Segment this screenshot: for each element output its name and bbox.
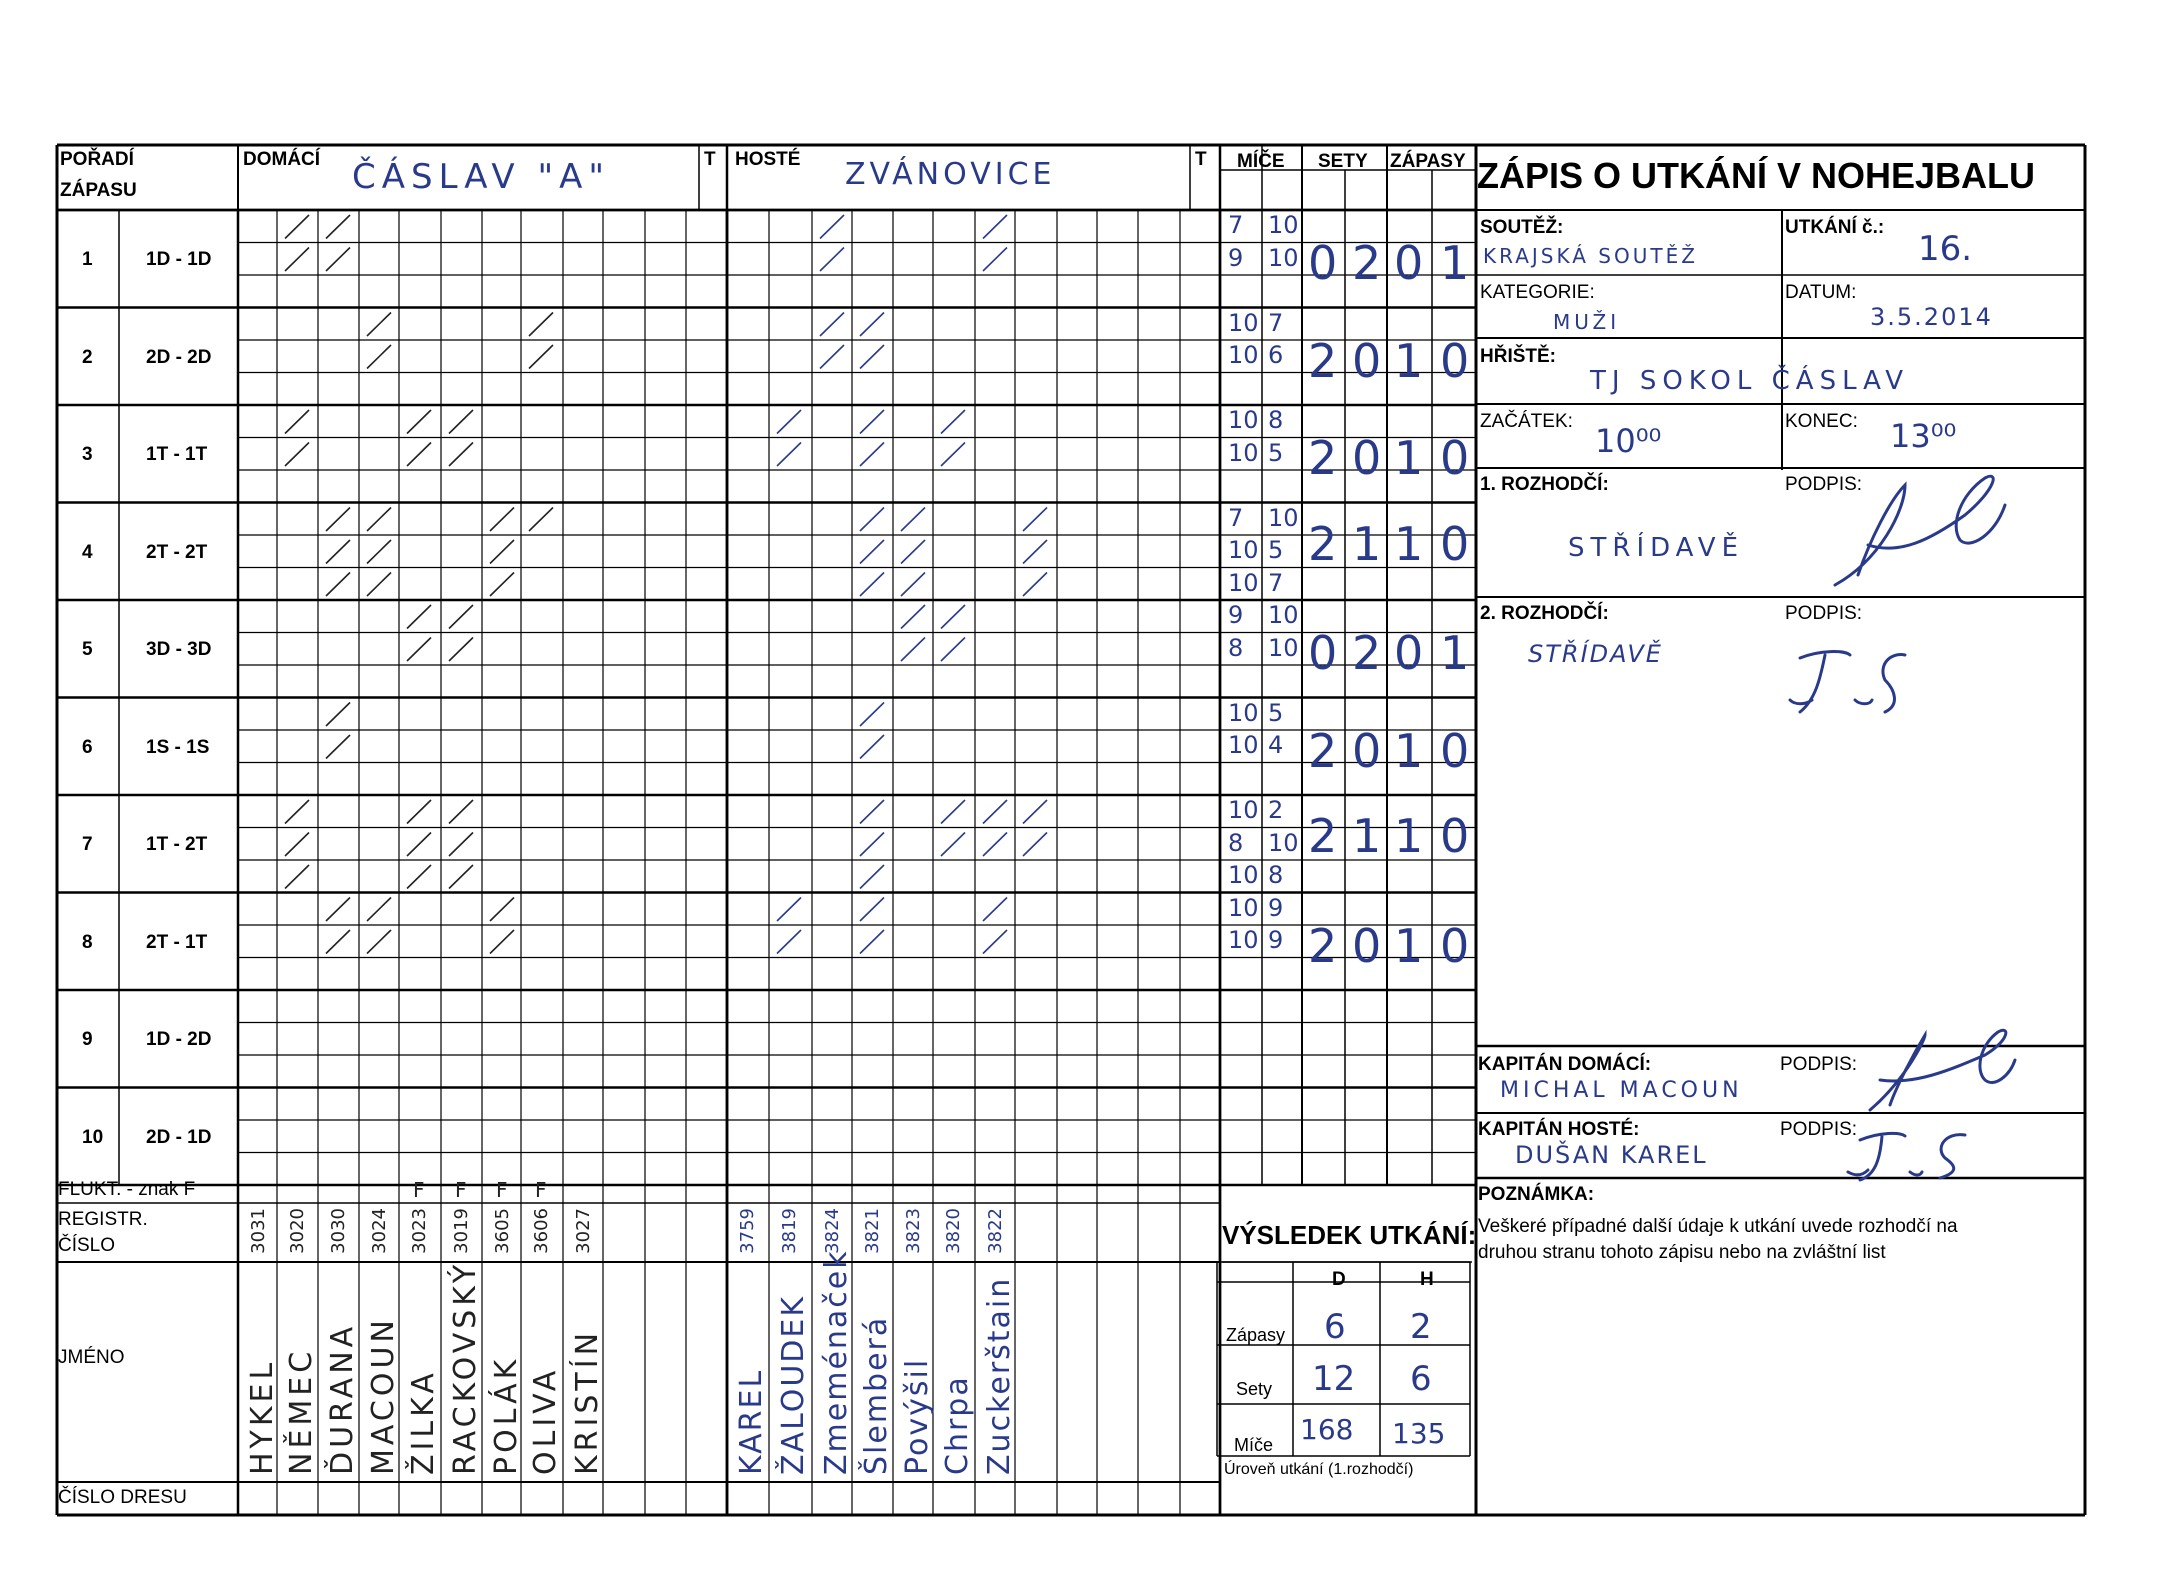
datum-value: 3.5.2014 (1870, 303, 1993, 331)
home-reg-number: 3031 (248, 1208, 269, 1254)
podpis1-label: PODPIS: (1785, 474, 1863, 495)
soutez-value: KRAJSKÁ SOUTĚŽ (1483, 244, 1698, 268)
matches-home: 1 (1394, 723, 1424, 778)
balls-home: 7 (1228, 503, 1244, 532)
sets-home: 2 (1308, 516, 1338, 571)
sets-home: 0 (1308, 626, 1338, 680)
uroven-label: Úroveň utkání (1.rozhodčí) (1224, 1461, 1414, 1478)
poznamka-text-2: druhou stranu tohoto zápisu nebo na zvláštní list (1478, 1242, 1886, 1263)
home-player-name: ŽILKA (406, 1369, 441, 1475)
matches-away: 1 (1440, 626, 1470, 680)
balls-home: 10 (1228, 568, 1259, 597)
sety-row-label: Sety (1236, 1379, 1273, 1399)
home-player-name: NĚMEC (284, 1347, 319, 1475)
home-player-name: MACOUN (366, 1316, 401, 1475)
match-number: 4 (82, 541, 93, 563)
poznamka-label: POZNÁMKA: (1478, 1184, 1595, 1205)
match-number: 7 (82, 834, 93, 855)
zapasy-label: ZÁPASY (1390, 151, 1466, 172)
balls-away: 4 (1268, 731, 1284, 759)
signature-captain-home (1870, 1030, 2015, 1110)
flukt-label: FLUKT. - znak F (58, 1179, 196, 1200)
result-d-header: D (1332, 1269, 1346, 1290)
sets-home: 2 (1308, 918, 1338, 973)
balls-home: 10 (1228, 926, 1259, 954)
home-player-name: RACKOVSKÝ (448, 1260, 483, 1475)
matches-home: 0 (1394, 236, 1424, 290)
rozhodci1-value: STŘÍDAVĚ (1568, 533, 1745, 563)
sets-away: 2 (1352, 236, 1382, 290)
balls-away: 10 (1268, 243, 1299, 272)
away-team-name: ZVÁNOVICE (845, 157, 1056, 192)
away-player-name: KAREL (734, 1368, 769, 1475)
match-number: 6 (82, 736, 93, 758)
balls-home: 8 (1228, 828, 1244, 857)
matches-away: 0 (1440, 723, 1470, 778)
balls-home: 9 (1228, 601, 1244, 629)
home-reg-number: 3019 (451, 1208, 472, 1254)
datum-label: DATUM: (1785, 282, 1857, 303)
home-player-name: KRISTÍN (570, 1328, 605, 1475)
balls-home: 10 (1228, 341, 1259, 369)
matches-home: 1 (1394, 333, 1424, 388)
utkani-value: 16. (1918, 229, 1973, 269)
rozhodci2-value: STŘÍDAVĚ (1528, 640, 1663, 668)
home-reg-number: 3027 (573, 1208, 594, 1254)
balls-away: 10 (1268, 633, 1299, 662)
sets-away: 0 (1352, 431, 1382, 485)
matches-home: 1 (1394, 516, 1424, 571)
balls-away: 5 (1268, 536, 1284, 564)
hoste-label: HOSTÉ (735, 149, 801, 170)
result-mice-d: 168 (1300, 1413, 1354, 1446)
balls-away: 7 (1268, 568, 1284, 597)
match-number: 8 (82, 931, 93, 953)
home-player-name: HYKEL (245, 1358, 280, 1475)
konec-label: KONEC: (1785, 411, 1858, 432)
matches-away: 1 (1440, 236, 1470, 290)
balls-home: 10 (1228, 731, 1259, 759)
away-reg-number: 3822 (985, 1208, 1006, 1254)
matches-away: 0 (1440, 918, 1470, 973)
balls-away: 10 (1268, 211, 1299, 239)
signature-captain-away (1848, 1133, 1965, 1180)
cislo-label: ČÍSLO (58, 1235, 116, 1256)
away-reg-number: 3821 (862, 1208, 883, 1254)
flukt-mark: F (455, 1178, 467, 1202)
home-player-name: ĎURANA (325, 1322, 360, 1475)
balls-home: 8 (1228, 633, 1244, 662)
balls-home: 10 (1228, 893, 1259, 922)
sets-away: 1 (1352, 809, 1382, 863)
rozhodci2-label: 2. ROZHODČÍ: (1480, 603, 1609, 624)
podpis3-label: PODPIS: (1780, 1054, 1858, 1075)
home-t-label: T (704, 149, 716, 170)
podpis2-label: PODPIS: (1785, 603, 1863, 624)
sets-home: 2 (1308, 723, 1338, 778)
kategorie-value: MUŽI (1553, 310, 1621, 334)
hriste-value: TJ SOKOL ČÁSLAV (1590, 366, 1910, 396)
balls-home: 10 (1228, 406, 1259, 434)
rozhodci1-label: 1. ROZHODČÍ: (1480, 474, 1609, 495)
match-type: 3D - 3D (146, 639, 212, 660)
soutez-label: SOUTĚŽ: (1480, 217, 1564, 238)
balls-home: 10 (1228, 438, 1259, 467)
balls-home: 7 (1228, 211, 1244, 239)
signature-referee-1 (1835, 476, 2005, 585)
balls-home: 10 (1228, 308, 1259, 337)
match-type: 1D - 2D (146, 1029, 212, 1050)
away-player-name: Šlemberá (859, 1315, 894, 1475)
result-h-header: H (1420, 1269, 1434, 1290)
result-zapasy-d: 6 (1324, 1307, 1346, 1347)
match-number: 2 (82, 346, 93, 368)
balls-away: 2 (1268, 796, 1284, 824)
sets-away: 2 (1352, 626, 1382, 680)
home-reg-number: 3030 (328, 1208, 349, 1254)
form-title: ZÁPIS O UTKÁNÍ V NOHEJBALU (1477, 155, 2036, 196)
home-player-name: POLÁK (489, 1355, 524, 1475)
mice-label: MÍČE (1237, 151, 1285, 172)
poradi-label: POŘADÍ (60, 149, 134, 170)
matches-away: 0 (1440, 809, 1470, 863)
result-sety-h: 6 (1410, 1359, 1432, 1399)
mice-row-label: Míče (1234, 1435, 1274, 1455)
kapitan-hoste-value: DUŠAN KAREL (1515, 1141, 1708, 1169)
balls-home: 9 (1228, 243, 1244, 272)
balls-home: 10 (1228, 536, 1259, 564)
zapasy-row-label: Zápasy (1226, 1325, 1286, 1345)
sets-home: 0 (1308, 236, 1338, 290)
sets-away: 0 (1352, 918, 1382, 973)
home-reg-number: 3605 (492, 1208, 513, 1254)
away-player-name: Chrpa (940, 1375, 975, 1475)
kategorie-label: KATEGORIE: (1480, 282, 1595, 303)
balls-away: 9 (1268, 893, 1284, 922)
konec-value: 13⁰⁰ (1890, 417, 1957, 455)
kapitan-domaci-value: MICHAL MACOUN (1500, 1078, 1743, 1103)
balls-away: 5 (1268, 698, 1284, 727)
flukt-mark: F (535, 1178, 547, 1202)
balls-away: 8 (1268, 406, 1284, 434)
balls-away: 10 (1268, 828, 1299, 857)
domaci-label: DOMÁCÍ (243, 149, 321, 170)
sets-home: 2 (1308, 431, 1338, 485)
cislo-dresu-label: ČÍSLO DRESU (58, 1487, 187, 1508)
balls-away: 6 (1268, 341, 1284, 369)
match-number: 10 (82, 1126, 104, 1148)
away-player-name: Zuckerštain (982, 1276, 1017, 1475)
match-number: 1 (82, 249, 93, 270)
matches-home: 1 (1394, 918, 1424, 973)
sets-home: 2 (1308, 809, 1338, 863)
registr-label: REGISTR. (58, 1209, 148, 1230)
balls-away: 10 (1268, 503, 1299, 532)
kapitan-hoste-label: KAPITÁN HOSTÉ: (1478, 1119, 1640, 1140)
sets-away: 0 (1352, 333, 1382, 388)
match-number: 3 (82, 444, 93, 465)
home-reg-number: 3023 (409, 1208, 430, 1254)
balls-away: 10 (1268, 601, 1299, 629)
vysledek-title: VÝSLEDEK UTKÁNÍ: (1222, 1220, 1477, 1250)
balls-away: 7 (1268, 308, 1284, 337)
match-type: 1T - 2T (146, 834, 208, 855)
away-reg-number: 3824 (822, 1208, 843, 1254)
zacatek-label: ZAČÁTEK: (1480, 411, 1573, 432)
away-player-name: Povýšil (900, 1357, 935, 1475)
zacatek-value: 10⁰⁰ (1595, 422, 1662, 460)
away-player-name: Zmeménaček (819, 1249, 854, 1475)
jmeno-label: JMÉNO (58, 1347, 125, 1368)
matches-home: 1 (1394, 809, 1424, 863)
match-number: 5 (82, 639, 93, 660)
home-reg-number: 3606 (531, 1208, 552, 1254)
balls-home: 10 (1228, 861, 1259, 889)
result-sety-d: 12 (1312, 1359, 1356, 1399)
sets-away: 0 (1352, 723, 1382, 778)
podpis4-label: PODPIS: (1780, 1119, 1858, 1140)
flukt-mark: F (413, 1178, 425, 1202)
match-type: 2T - 1T (146, 931, 208, 953)
sets-away: 1 (1352, 516, 1382, 571)
poznamka-text-1: Veškeré případné další údaje k utkání uvede rozhodčí na (1478, 1216, 1958, 1237)
matches-home: 1 (1394, 431, 1424, 485)
match-type: 1D - 1D (146, 249, 212, 270)
balls-away: 5 (1268, 438, 1284, 467)
matches-away: 0 (1440, 431, 1470, 485)
sets-home: 2 (1308, 333, 1338, 388)
matches-home: 0 (1394, 626, 1424, 680)
result-mice-h: 135 (1392, 1417, 1446, 1450)
matches-away: 0 (1440, 333, 1470, 388)
home-player-name: OLIVA (528, 1366, 563, 1475)
sety-label: SETY (1318, 151, 1368, 172)
result-zapasy-h: 2 (1410, 1307, 1432, 1347)
flukt-mark: F (496, 1178, 508, 1202)
hriste-label: HŘIŠTĚ: (1480, 346, 1556, 367)
match-type: 1S - 1S (146, 736, 210, 758)
balls-home: 10 (1228, 698, 1259, 727)
away-t-label: T (1195, 149, 1207, 170)
match-type: 1T - 1T (146, 444, 208, 465)
zapasu-label: ZÁPASU (60, 180, 137, 201)
away-reg-number: 3759 (737, 1208, 758, 1254)
away-reg-number: 3820 (943, 1208, 964, 1254)
match-type: 2D - 2D (146, 346, 212, 368)
away-reg-number: 3823 (903, 1208, 924, 1254)
home-reg-number: 3024 (369, 1208, 390, 1254)
signature-referee-2 (1790, 652, 1905, 712)
utkani-label: UTKÁNÍ č.: (1785, 217, 1885, 238)
match-type: 2T - 2T (146, 541, 208, 563)
match-type: 2D - 1D (146, 1126, 212, 1148)
match-number: 9 (82, 1029, 93, 1050)
balls-home: 10 (1228, 796, 1259, 824)
matches-away: 0 (1440, 516, 1470, 571)
away-reg-number: 3819 (779, 1208, 800, 1254)
balls-away: 8 (1268, 861, 1284, 889)
balls-away: 9 (1268, 926, 1284, 954)
home-reg-number: 3020 (287, 1208, 308, 1254)
home-team-name: ČÁSLAV "A" (352, 157, 610, 197)
away-player-name: ŽALOUDEK (776, 1294, 811, 1475)
kapitan-domaci-label: KAPITÁN DOMÁCÍ: (1478, 1054, 1652, 1075)
